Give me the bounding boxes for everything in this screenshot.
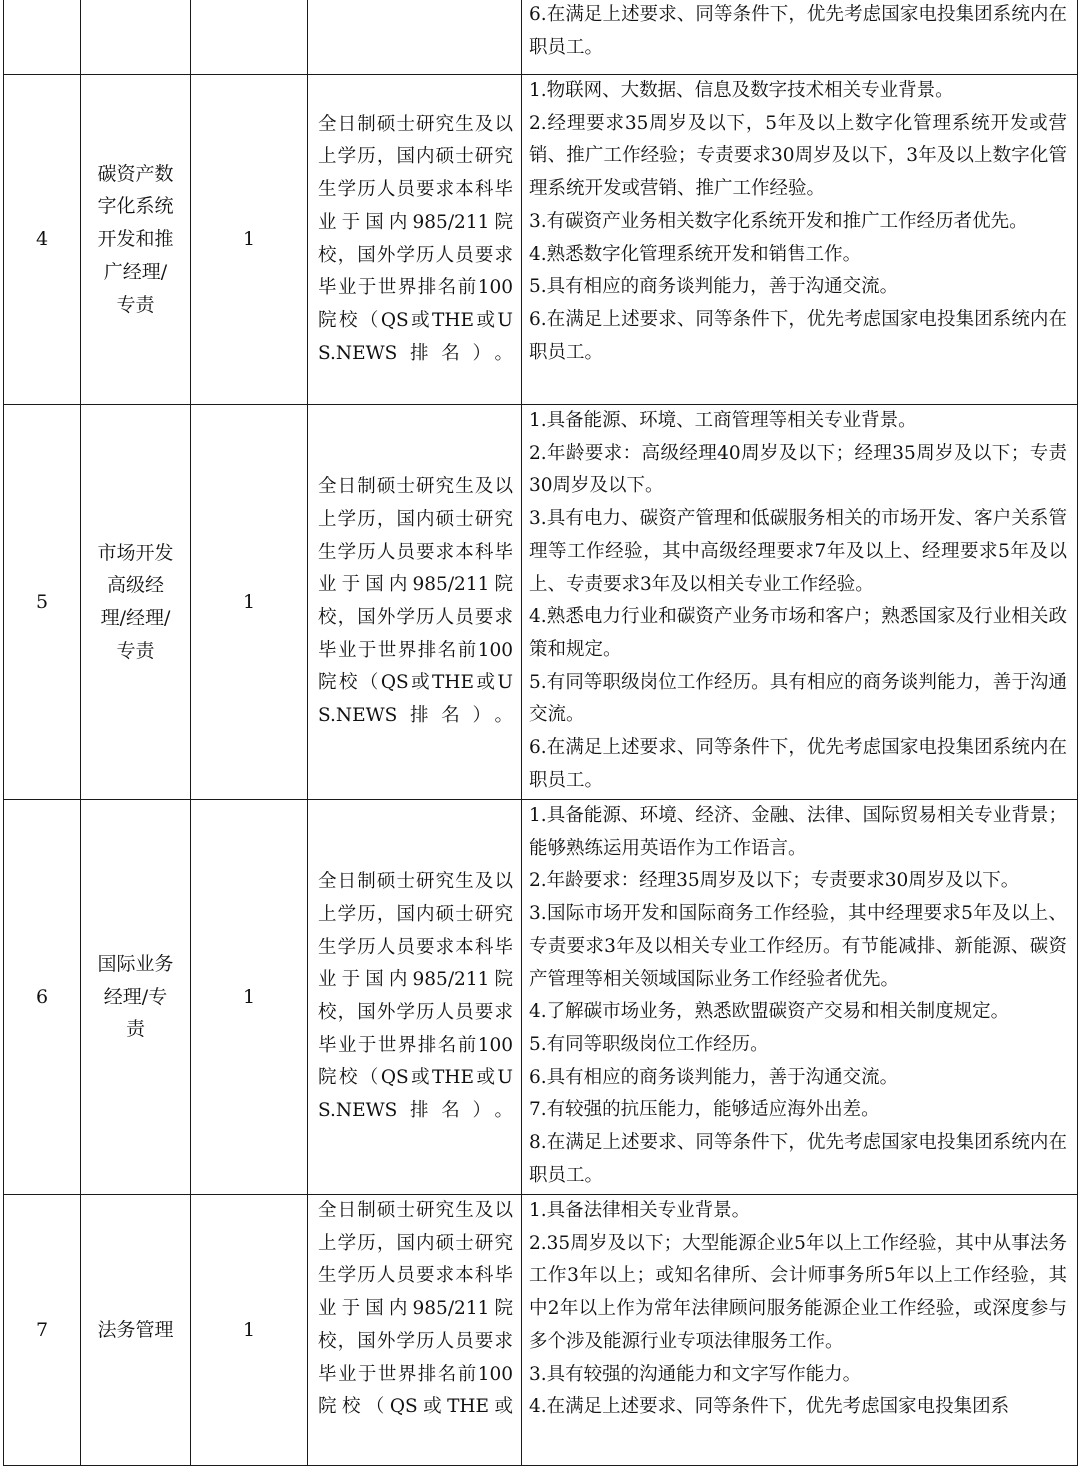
requirement-item: 4.熟悉数字化管理系统开发和销售工作。 <box>529 243 862 265</box>
education-cell: 全日制硕士研究生及以上学历，国内硕士研究生学历人员要求本科毕业于国内985/211院校，国外学历人员要求毕业于世界排名前100院校（QS或THE或US.NEWS排名）。 <box>308 800 522 1195</box>
requirement-item: 5.有同等职级岗位工作经历。具有相应的商务谈判能力，善于沟通交流。 <box>529 671 1067 726</box>
no-cell <box>4 0 81 75</box>
requirement-item: 4.在满足上述要求、同等条件下，优先考虑国家电投集团系 <box>529 1396 1010 1418</box>
requirement-item: 1.具备能源、环境、工商管理等相关专业背景。 <box>529 410 917 431</box>
requirement-item: 2.年龄要求：高级经理40周岁及以下；经理35周岁及以下；专责30周岁及以下。 <box>529 442 1067 497</box>
position-title: 法务管理 <box>97 1318 174 1341</box>
requirements-cell <box>522 800 1078 1195</box>
count-cell: 1 <box>191 1195 308 1466</box>
requirement-item: 1.具备能源、环境、经济、金融、法律、国际贸易相关专业背景；能够熟练运用英语作为工作语言。 <box>529 805 1067 859</box>
requirement-item: 2.经理要求35周岁及以下，5年及以上数字化管理系统开发或营销、推广工作经验；专责要求30周岁及以下，3年及以上数字化管理系统开发或营销、推广工作经验。 <box>529 112 1067 200</box>
requirement-item: 6.在满足上述要求、同等条件下，优先考虑国家电投集团系统内在职员工。 <box>529 308 1067 363</box>
table-row <box>4 1195 1078 1466</box>
no-cell: 5 <box>4 405 81 800</box>
requirement-item: 6.在满足上述要求、同等条件下，优先考虑国家电投集团系统内在职员工。 <box>529 737 1067 791</box>
table-row <box>4 800 1078 1195</box>
requirement-item: 2.年龄要求：经理35周岁及以下；专责要求30周岁及以下。 <box>529 870 1020 892</box>
position-cell <box>81 405 191 800</box>
table-row <box>4 405 1078 800</box>
table-row-continuation <box>4 0 1078 75</box>
education-cell: 全日制硕士研究生及以上学历，国内硕士研究生学历人员要求本科毕业于国内985/211院校，国外学历人员要求毕业于世界排名前100院校（QS或THE或US.NEWS排名）。 <box>308 75 522 405</box>
position-title: 碳资产数字化系统开发和推广经理/专责 <box>97 162 174 316</box>
requirements-cell <box>522 75 1078 405</box>
position-title: 国际业务经理/专责 <box>97 952 174 1041</box>
requirements-cell <box>522 1195 1078 1466</box>
recruitment-table <box>3 0 1078 1466</box>
requirement-item: 1.具备法律相关专业背景。 <box>529 1200 751 1221</box>
position-cell <box>81 0 191 75</box>
position-cell <box>81 800 191 1195</box>
count-cell: 1 <box>191 800 308 1195</box>
position-title: 市场开发高级经理/经理/专责 <box>97 541 174 662</box>
requirement-item: 3.有碳资产业务相关数字化系统开发和推广工作经历者优先。 <box>529 210 1028 232</box>
requirement-item: 1.物联网、大数据、信息及数字技术相关专业背景。 <box>529 80 954 101</box>
education-cell: 全日制硕士研究生及以上学历，国内硕士研究生学历人员要求本科毕业于国内985/211院校，国外学历人员要求毕业于世界排名前100院校（QS或THE或 <box>308 1195 522 1466</box>
requirement-item: 4.熟悉电力行业和碳资产业务市场和客户；熟悉国家及行业相关政策和规定。 <box>529 606 1067 660</box>
requirement-item: 6.在满足上述要求、同等条件下，优先考虑国家电投集团系统内在职员工。 <box>529 4 1067 58</box>
requirement-item: 2.35周岁及以下；大型能源企业5年以上工作经验，其中从事法务工作3年以上；或知名律所、会计师事务所5年以上工作经验，其中2年以上作为常年法律顾问服务能源企业工作经验，或深度参与多个涉及能源行业专项法律服务工作。 <box>529 1232 1067 1352</box>
education-cell <box>308 0 522 75</box>
requirement-item: 3.具有电力、碳资产管理和低碳服务相关的市场开发、客户关系管理等工作经验，其中高级经理要求7年及以上、经理要求5年及以上、专责要求3年及以相关专业工作经验。 <box>529 508 1067 595</box>
count-cell <box>191 0 308 75</box>
requirements-cell <box>522 405 1078 800</box>
table-row <box>4 75 1078 405</box>
requirement-item: 5.有同等职级岗位工作经历。 <box>529 1033 769 1055</box>
position-cell <box>81 1195 191 1466</box>
requirements-cell <box>522 0 1078 75</box>
position-cell <box>81 75 191 405</box>
requirement-item: 8.在满足上述要求、同等条件下，优先考虑国家电投集团系统内在职员工。 <box>529 1132 1067 1186</box>
count-cell: 1 <box>191 75 308 405</box>
count-cell: 1 <box>191 405 308 800</box>
requirement-item: 6.具有相应的商务谈判能力，善于沟通交流。 <box>529 1066 899 1088</box>
no-cell: 4 <box>4 75 81 405</box>
requirement-item: 5.具有相应的商务谈判能力，善于沟通交流。 <box>529 276 899 298</box>
requirement-item: 7.有较强的抗压能力，能够适应海外出差。 <box>529 1099 880 1121</box>
requirement-item: 4.了解碳市场业务，熟悉欧盟碳资产交易和相关制度规定。 <box>529 1001 1010 1023</box>
no-cell: 7 <box>4 1195 81 1466</box>
education-cell: 全日制硕士研究生及以上学历，国内硕士研究生学历人员要求本科毕业于国内985/211院校，国外学历人员要求毕业于世界排名前100院校（QS或THE或US.NEWS排名）。 <box>308 405 522 800</box>
requirement-item: 3.国际市场开发和国际商务工作经验，其中经理要求5年及以上、专责要求3年及以相关专业工作经历。有节能减排、新能源、碳资产管理等相关领域国际业务工作经验者优先。 <box>529 903 1067 990</box>
requirement-item: 3.具有较强的沟通能力和文字写作能力。 <box>529 1363 862 1385</box>
no-cell: 6 <box>4 800 81 1195</box>
